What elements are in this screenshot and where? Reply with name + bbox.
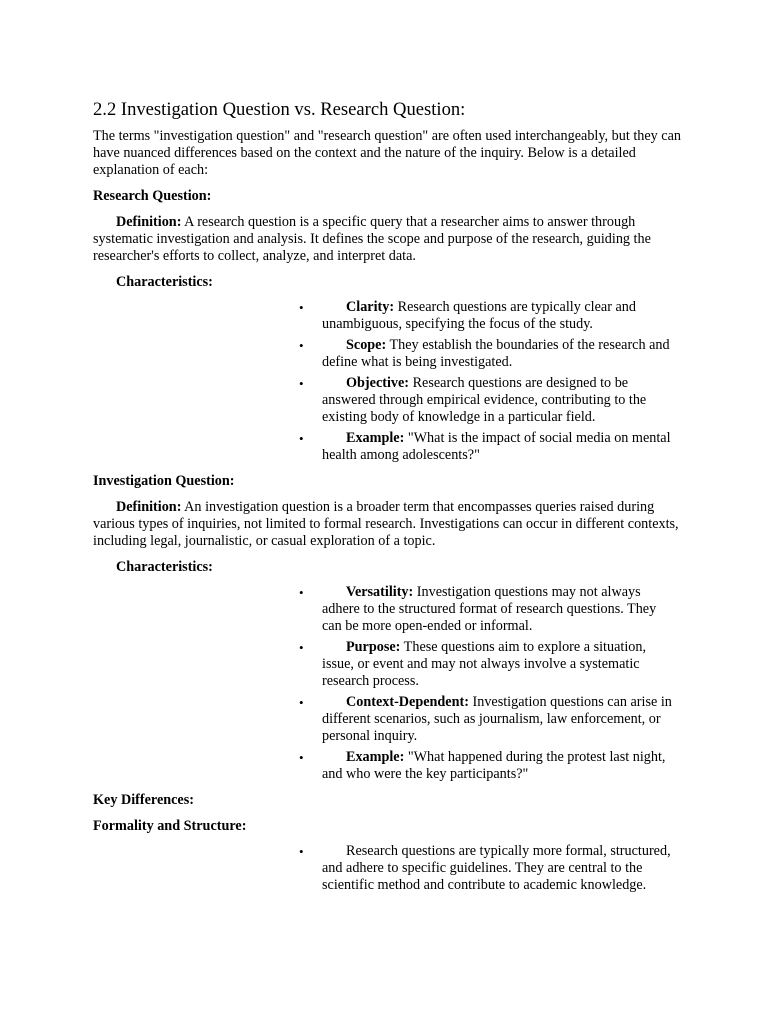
item-term: Example:: [346, 430, 405, 446]
item-term: Versatility:: [346, 584, 414, 600]
bullet-icon: •: [299, 300, 304, 315]
item-term: Clarity:: [346, 299, 395, 315]
item-text: These questions aim to explore a situation, issue, or event and may not always involve a systematic research process.: [322, 639, 646, 689]
bullet-icon: •: [299, 844, 304, 859]
research-question-label: Research Question:: [93, 188, 212, 204]
research-definition-text: A research question is a specific query that a researcher aims to answer through systematic investigation and analysis. It defines the scope and purpose of the research, guiding the researcher's efforts to collect, analyze, and interpret data.: [93, 214, 651, 264]
bullet-icon: •: [299, 640, 304, 655]
item-text: "What is the impact of social media on mental health among adolescents?": [322, 430, 671, 463]
research-item-objective: [322, 375, 678, 426]
differences-item: Research questions are typically more formal, structured, and adhere to specific guidelines. They are central to the scientific method and contribute to academic knowledge.: [322, 843, 671, 893]
bullet-icon: •: [299, 585, 304, 600]
investigation-definition-text: An investigation question is a broader term that encompasses queries raised during various types of inquiries, not limited to formal research. Investigations can occur in different contexts, including legal, journalistic, or casual exploration of a topic.: [93, 499, 679, 549]
item-term: Purpose:: [346, 639, 401, 655]
bullet-icon: •: [299, 750, 304, 765]
item-text: Research questions are designed to be answered through empirical evidence, contributing to the existing body of knowledge in a particular field.: [322, 375, 647, 425]
item-term: Context-Dependent:: [346, 694, 469, 710]
item-term: Objective:: [346, 375, 410, 391]
section-heading: 2.2 Investigation Question vs. Research Question:: [93, 99, 466, 120]
bullet-icon: •: [299, 376, 304, 391]
item-text: They establish the boundaries of the research and define what is being investigated.: [322, 337, 670, 370]
investigation-item-versatility: [322, 584, 678, 635]
research-item-scope: [322, 337, 678, 371]
investigation-item-context-dependent: [322, 694, 678, 745]
research-item-clarity: [322, 299, 678, 333]
item-text: "What happened during the protest last night, and who were the key participants?": [322, 749, 666, 782]
item-text: Investigation questions can arise in different scenarios, such as journalism, law enforcement, or personal inquiry.: [322, 694, 672, 744]
bullet-icon: •: [299, 338, 304, 353]
item-term: Scope:: [346, 337, 387, 353]
research-definition: [93, 214, 683, 265]
investigation-question-label: Investigation Question:: [93, 473, 235, 489]
investigation-characteristics-label: Characteristics:: [116, 559, 213, 575]
intro-paragraph: The terms "investigation question" and "research question" are often used interchangeably, but they can have nuanced differences based on the context and the nature of the inquiry. Below is a detailed explanation of each:: [93, 128, 681, 178]
bullet-icon: •: [299, 431, 304, 446]
research-characteristics-label: Characteristics:: [116, 274, 213, 290]
item-text: Investigation questions may not always adhere to the structured format of research questions. They can be more open-ended or informal.: [322, 584, 657, 634]
investigation-definition-term: Definition:: [116, 499, 182, 515]
investigation-definition: [93, 499, 683, 550]
formality-structure-label: Formality and Structure:: [93, 818, 247, 834]
item-text: Research questions are typically clear and unambiguous, specifying the focus of the study.: [322, 299, 636, 332]
research-definition-term: Definition:: [116, 214, 182, 230]
key-differences-label: Key Differences:: [93, 792, 194, 808]
research-item-example: [322, 430, 678, 464]
investigation-item-purpose: [322, 639, 678, 690]
item-term: Example:: [346, 749, 405, 765]
bullet-icon: •: [299, 695, 304, 710]
investigation-item-example: [322, 749, 678, 783]
